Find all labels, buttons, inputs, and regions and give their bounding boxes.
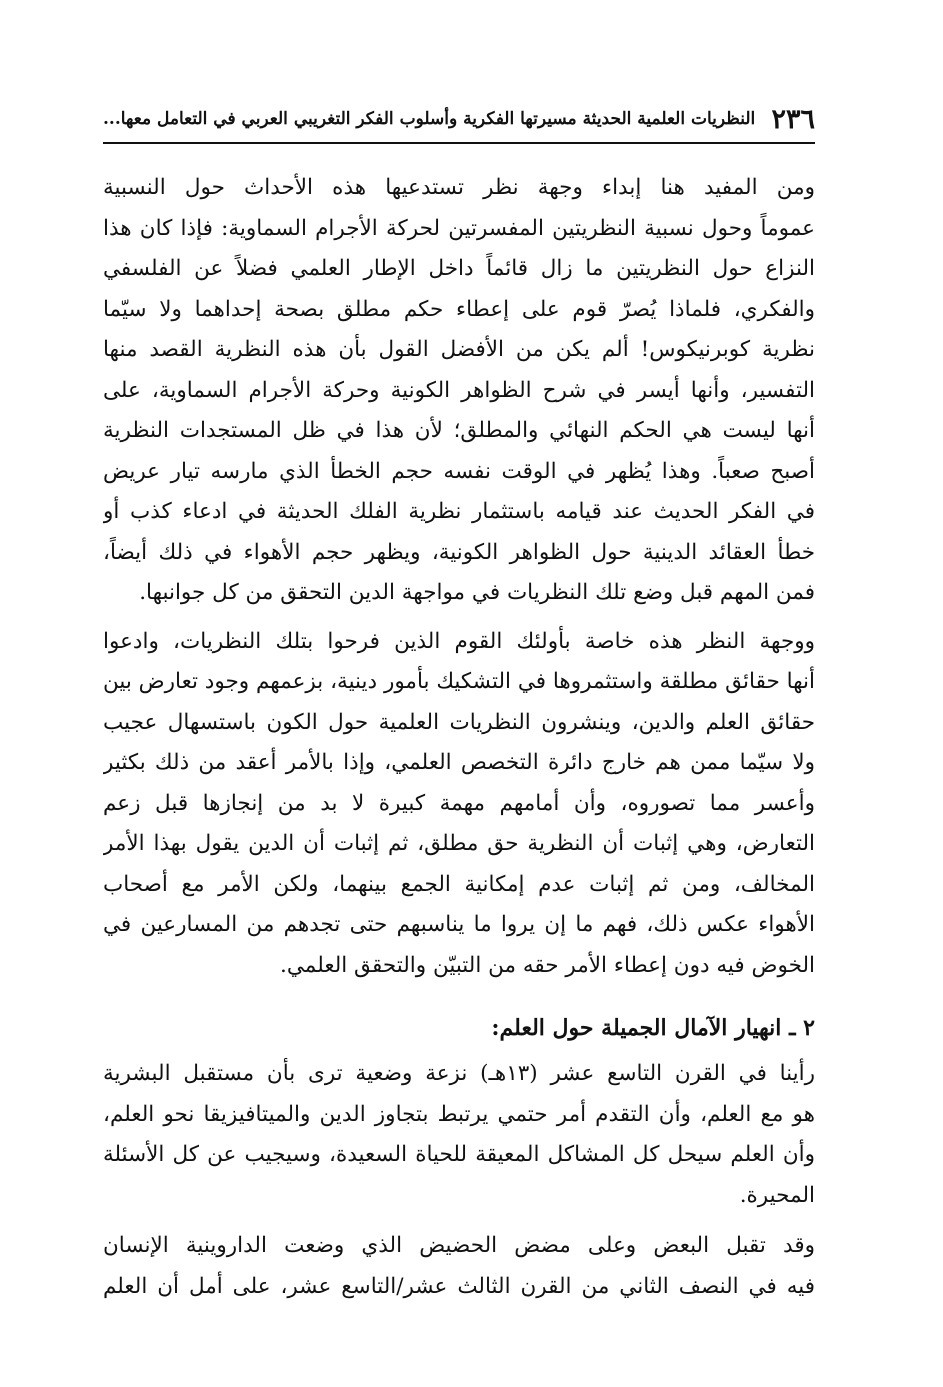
paragraph-4 <box>103 1226 815 1307</box>
text-line: أنها ليست هي الحكم النهائي والمطلق؛ لأن هذا في ظل المستجدات النظرية <box>103 418 815 443</box>
text-line: عموماً وحول نسبية النظريتين المفسرتين لحركة الأجرام السماوية: فإذا كان هذا <box>103 215 815 241</box>
text-line: أنها حقائق مطلقة واستثمروها في التشكيك بأمور دينية، بزعمهم وجود تعارض بين <box>103 669 815 694</box>
paragraph-3 <box>103 1054 815 1216</box>
page-body <box>103 168 815 1307</box>
page-header <box>103 96 815 144</box>
text-line: المخالف، ومن ثم إثبات عدم إمكانية الجمع بينهما، ولكن الأمر مع أصحاب <box>103 871 815 897</box>
text-line: أصبح صعباً. وهذا يُظهر في الوقت نفسه حجم الخطأ الذي مارسه تيار عريض <box>103 458 815 484</box>
text-line: هو مع العلم، وأن التقدم أمر حتمي يرتبط بتجاوز الدين والميتافيزيقا نحو العلم، <box>103 1101 815 1127</box>
text-line: حقائق العلم والدين، وينشرون النظريات العلمية حول الكون باستسهال عجيب <box>103 709 815 735</box>
text-line: الخوض فيه دون إعطاء الأمر حقه من التبيّن والتحقق العلمي. <box>280 952 815 978</box>
text-line: وقد تقبل البعض وعلى مضض الحضيض الذي وضعت الداروينية الإنسان <box>103 1233 815 1258</box>
text-line: وأن العلم سيحل كل المشاكل المعيقة للحياة السعيدة، وسيجيب عن كل الأسئلة <box>103 1142 815 1167</box>
text-line: فيه في النصف الثاني من القرن الثالث عشر/التاسع عشر، على أمل أن العلم <box>103 1273 815 1299</box>
text-line: والفكري، فلماذا يُصرّ قوم على إعطاء حكم مطلق بصحة إحداهما ولا سيّما <box>103 296 815 322</box>
text-line: الأهواء عكس ذلك، فهم ما إن يروا ما يناسبهم حتى تجدهم من المسارعين في <box>103 912 815 937</box>
text-line: في الفكر الحديث عند قيامه باستثمار نظرية الفلك الحديثة في ادعاء كذب أو <box>103 499 815 524</box>
text-line: خطأ العقائد الدينية حول الظواهر الكونية، ويظهر حجم الأهواء في ذلك أيضاً، <box>103 539 815 565</box>
text-line: ولا سيّما ممن هم خارج دائرة التخصص العلمي، وإذا بالأمر أعقد من ذلك بكثير <box>103 750 815 775</box>
text-line: فمن المهم قبل وضع تلك النظريات في مواجهة الدين التحقق من كل جوانبها. <box>139 580 815 605</box>
text-line: وأعسر مما تصوروه، وأن أمامهم مهمة كبيرة لا بد من إنجازها قبل زعم <box>103 790 815 816</box>
text-line: التعارض، وهي إثبات أن النظرية حق مطلق، ثم إثبات أن الدين يقول بهذا الأمر <box>103 831 815 856</box>
text-line: نظرية كوبرنيكوس! ألم يكن من الأفضل القول بأن هذه النظرية القصد منها <box>103 337 815 362</box>
page-number: ٢٣٦ <box>771 103 815 135</box>
paragraph-1 <box>103 168 815 614</box>
text-line: رأينا في القرن التاسع عشر (١٣هـ) نزعة وضعية ترى بأن مستقبل البشرية <box>103 1061 815 1086</box>
section-heading: ٢ ـ انهيار الآمال الجميلة حول العلم: <box>491 1015 815 1041</box>
text-line: النزاع حول النظريتين ما زال قائماً داخل الإطار العلمي فضلاً عن الفلسفي <box>103 256 815 281</box>
text-line: ومن المفيد هنا إبداء وجهة نظر تستدعيها هذه الأحداث حول النسبية <box>103 175 815 200</box>
paragraph-2 <box>103 622 815 987</box>
text-line: المحيرة. <box>739 1182 815 1208</box>
text-line: ووجهة النظر هذه خاصة بأولئك القوم الذين فرحوا بتلك النظريات، وادعوا <box>103 628 815 654</box>
text-line: التفسير، وأنها أيسر في شرح الظواهر الكونية وحركة الأجرام السماوية، على <box>103 377 815 403</box>
running-title: النظريات العلمية الحديثة مسيرتها الفكرية وأسلوب الفكر التغريبي العربي في التعامل معها... <box>103 109 756 129</box>
